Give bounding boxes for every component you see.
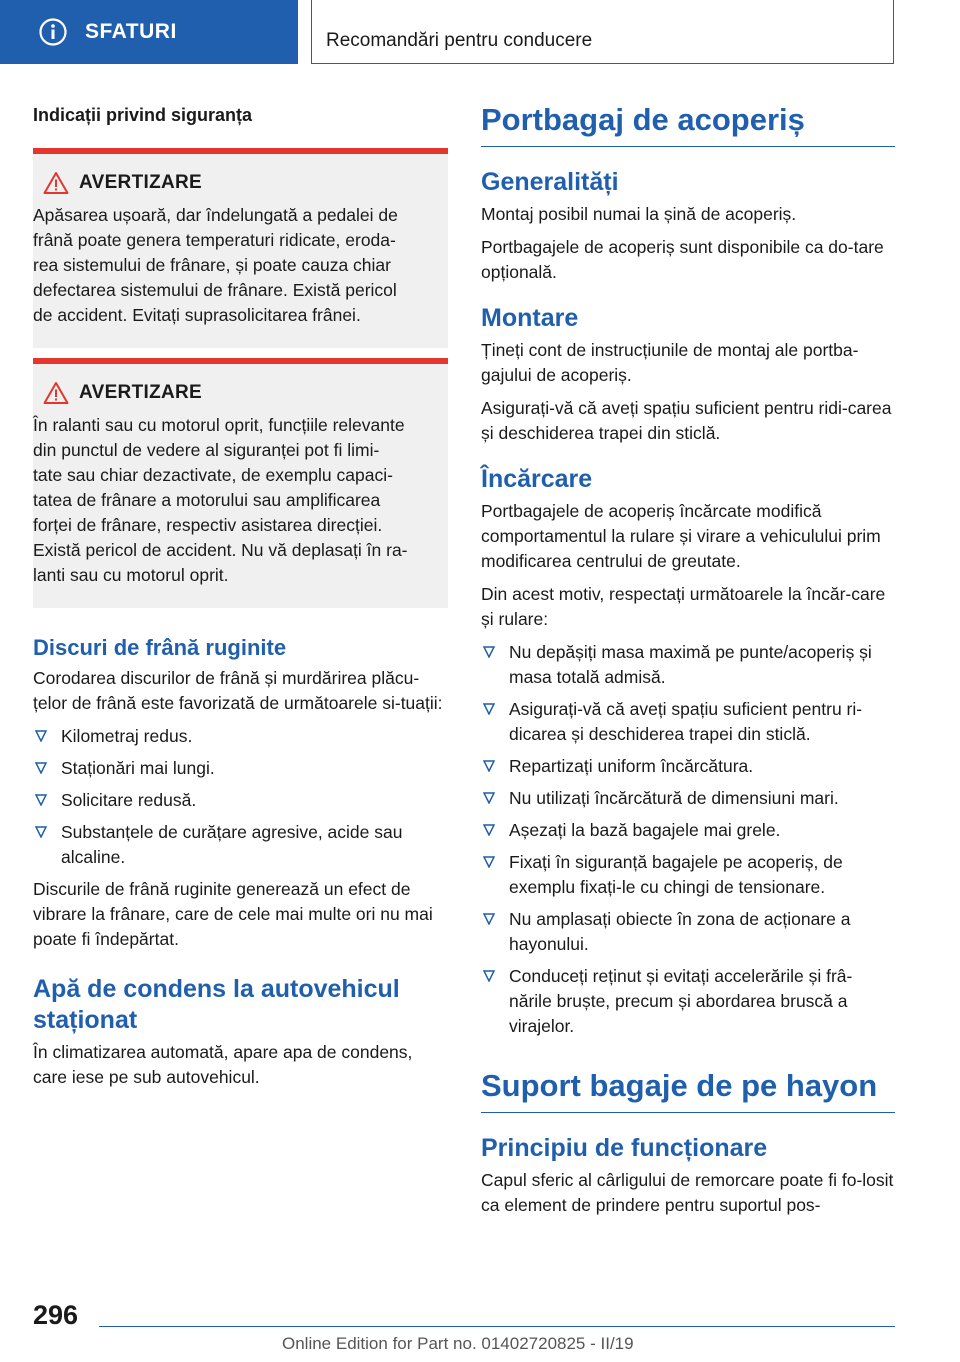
list-item: Așezați la bază bagajele mai grele. <box>481 818 895 843</box>
right-column <box>481 100 895 1226</box>
info-icon <box>38 17 68 47</box>
section-tab <box>0 0 298 64</box>
warning-line: forței de frânare, respectiv asistarea direcției. <box>33 515 383 535</box>
warning-line: frână poate genera temperaturi ridicate, eroda- <box>33 230 396 250</box>
list-item: Nu depășiți masa maximă pe punte/acoperiș și masa totală admisă. <box>481 640 895 690</box>
warning-line: din punctul de vedere al siguranței pot fi limi- <box>33 440 380 460</box>
heading-mounting: Montare <box>481 304 579 332</box>
paragraph: Montaj posibil numai la șină de acoperiș. <box>481 204 797 224</box>
warning-line: tatea de frânare a motorului sau amplificarea <box>33 490 381 510</box>
triangle-bullet-icon <box>483 970 495 982</box>
list-item: Conduceți reținut și evitați accelerările și frâ-nările bruște, precum și abordarea bruscă a virajelor. <box>481 964 895 1039</box>
heading-condensation: Apă de condens la autovehicul staționat <box>33 975 400 1034</box>
list-item: Staționări mai lungi. <box>33 756 448 781</box>
paragraph: Portbagajele de acoperiș sunt disponibile ca do-tare opțională. <box>481 237 884 282</box>
list-item: Solicitare redusă. <box>33 788 448 813</box>
list-item: Asigurați-vă că aveți spațiu suficient pentru ri-dicarea și deschiderea trapei din sticlă. <box>481 697 895 747</box>
paragraph: Asigurați-vă că aveți spațiu suficient pentru ridi-carea și deschiderea trapei din sticlă. <box>481 398 892 443</box>
warning-box-1 <box>33 148 448 348</box>
bullet-list <box>33 724 448 870</box>
list-item: Substanțele de curățare agresive, acide sau alcaline. <box>33 820 448 870</box>
triangle-bullet-icon <box>483 703 495 715</box>
warning-triangle-icon <box>43 171 69 195</box>
triangle-bullet-icon <box>483 760 495 772</box>
warning-line: de accident. Evitați suprasolicitarea frânei. <box>33 305 361 325</box>
warning-line: rea sistemului de frânare, și poate cauza chiar <box>33 255 391 275</box>
triangle-bullet-icon <box>483 824 495 836</box>
list-item: Repartizați uniform încărcătura. <box>481 754 895 779</box>
chapter-header <box>311 0 894 64</box>
heading-roof-rack: Portbagaj de acoperiș <box>481 100 895 147</box>
left-column <box>33 100 448 1098</box>
paragraph: Capul sferic al cârligului de remorcare poate fi fo-losit ca element de prindere pentru suportul pos- <box>481 1170 894 1215</box>
heading-tailgate-rack: Suport bagaje de pe hayon <box>481 1066 895 1113</box>
triangle-bullet-icon <box>483 792 495 804</box>
paragraph: Din acest motiv, respectați următoarele la încăr-care și rulare: <box>481 584 886 629</box>
triangle-bullet-icon <box>483 856 495 868</box>
warning-line: lanti sau cu motorul oprit. <box>33 565 229 585</box>
warning-header <box>43 171 448 195</box>
warning-text <box>33 413 434 588</box>
warning-line: defectarea sistemului de frânare. Există pericol <box>33 280 397 300</box>
footer-edition: Online Edition for Part no. 01402720825 - II/19 <box>282 1334 634 1353</box>
list-item: Nu amplasați obiecte în zona de acționare a hayonului. <box>481 907 895 957</box>
section-tab-label: SFATURI <box>85 20 177 43</box>
list-item: Kilometraj redus. <box>33 724 448 749</box>
triangle-bullet-icon <box>35 826 47 838</box>
paragraph: Țineți cont de instrucțiunile de montaj ale portba-gajului de acoperiș. <box>481 340 859 385</box>
triangle-bullet-icon <box>483 913 495 925</box>
warning-box-2 <box>33 358 448 608</box>
triangle-bullet-icon <box>35 762 47 774</box>
warning-line: Apăsarea ușoară, dar îndelungată a pedalei de <box>33 205 398 225</box>
warning-line: Există pericol de accident. Nu vă deplasați în ra- <box>33 540 408 560</box>
chapter-title: Recomandări pentru conducere <box>326 30 593 51</box>
heading-general: Generalități <box>481 168 619 196</box>
page-number: 296 <box>33 1300 79 1330</box>
warning-line: tate sau chiar dezactivate, de exemplu capaci- <box>33 465 393 485</box>
warning-line: În ralanti sau cu motorul oprit, funcțiile relevante <box>33 415 405 435</box>
list-item: Fixați în siguranță bagajele pe acoperiș, de exemplu fixați-le cu chingi de tensionare. <box>481 850 895 900</box>
section-label: Indicații privind siguranța <box>33 105 253 125</box>
heading-rusty-discs: Discuri de frână ruginite <box>33 635 287 660</box>
triangle-bullet-icon <box>35 730 47 742</box>
triangle-bullet-icon <box>35 794 47 806</box>
paragraph: Corodarea discurilor de frână și murdărirea plăcu-țelor de frână este favorizată de următoarele si-tuații: <box>33 668 443 713</box>
footer-divider <box>99 1326 895 1327</box>
warning-title: AVERTIZARE <box>79 172 202 193</box>
triangle-bullet-icon <box>483 646 495 658</box>
heading-loading: Încărcare <box>481 465 593 493</box>
heading-function: Principiu de funcționare <box>481 1134 768 1162</box>
paragraph: În climatizarea automată, apare apa de condens, care iese pe sub autovehicul. <box>33 1042 413 1087</box>
warning-triangle-icon <box>43 381 69 405</box>
warning-text <box>33 203 434 328</box>
list-item: Nu utilizați încărcătură de dimensiuni mari. <box>481 786 895 811</box>
bullet-list <box>481 640 895 1039</box>
warning-title: AVERTIZARE <box>79 382 202 403</box>
paragraph: Discurile de frână ruginite generează un efect de vibrare la frânare, care de cele mai multe ori nu mai poate fi îndepărtat. <box>33 879 433 949</box>
paragraph: Portbagajele de acoperiș încărcate modifică comportamentul la rulare și virare a vehiculului prim modificarea centrului de greutate. <box>481 501 881 571</box>
warning-header <box>43 381 448 405</box>
